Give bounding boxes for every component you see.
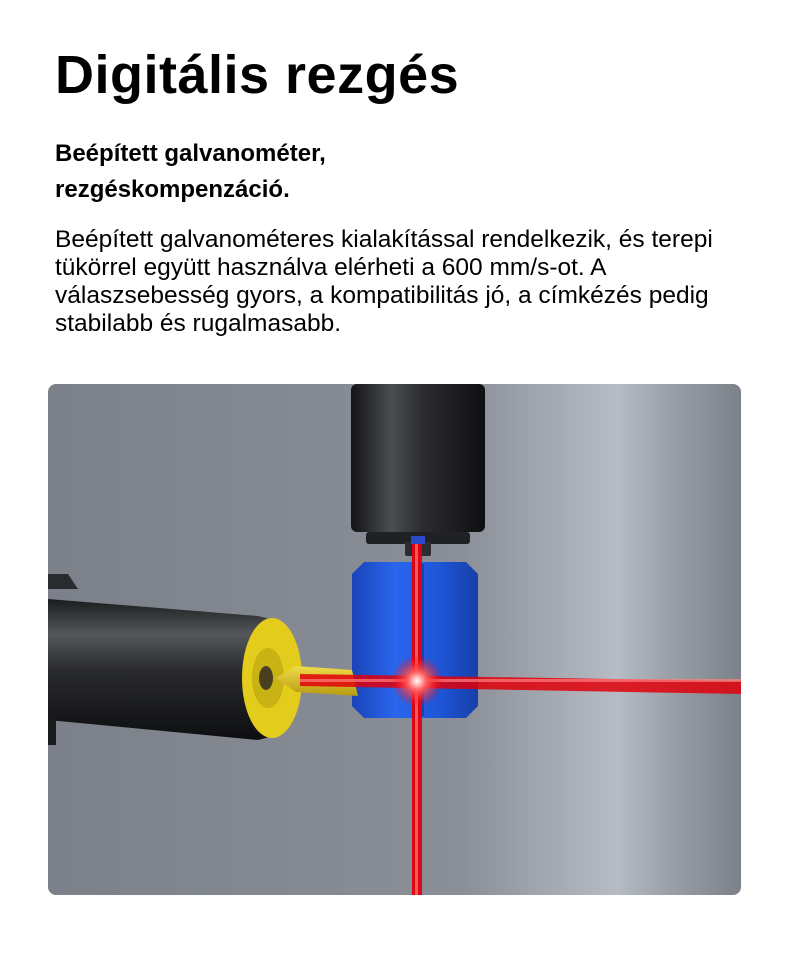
feature-subtitle [55,136,735,208]
subtitle-line-1: Beépített galvanométer, [55,140,326,167]
page-title: Digitális rezgés [55,45,460,105]
subtitle-line-2: rezgéskompenzáció. [55,176,290,203]
top-lens-tube [351,384,485,556]
galvanometer-illustration [48,384,741,895]
feature-description: Beépített galvanométeres kialakítással rendelkezik, és terepi tükörrel együtt használva elérheti a 600 mm/s-ot. A válaszsebesség gyors, a kompatibilitás jó, a címkézés pedig stabilabb és rugalmasabb. [55,226,713,337]
